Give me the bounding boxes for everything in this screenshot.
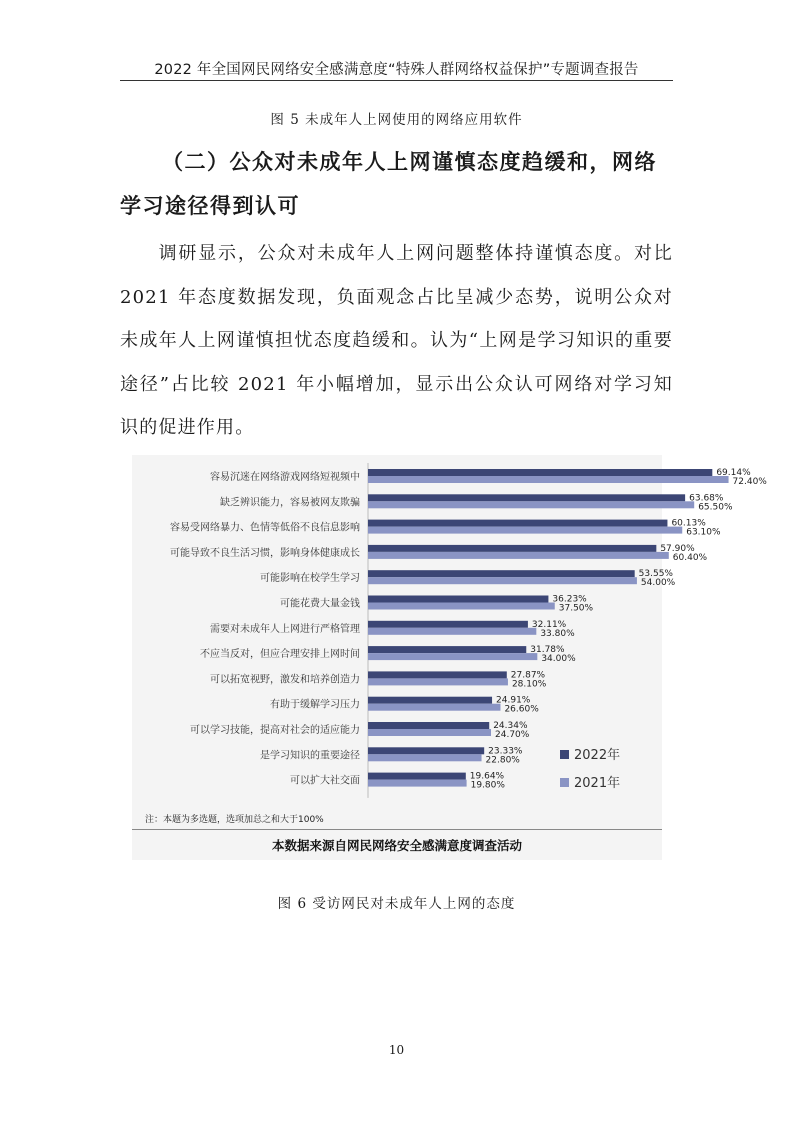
bar-2021	[368, 780, 467, 787]
bar-2022	[368, 671, 507, 678]
value-label-2022: 57.90%	[660, 543, 695, 554]
chart-source: 本数据来源自网民网络安全感满意度调查活动	[271, 838, 522, 853]
value-label-2021: 54.00%	[640, 578, 676, 589]
legend-swatch-2022	[560, 750, 569, 759]
bar-2022	[368, 520, 667, 527]
value-label-2022: 24.91%	[496, 695, 531, 706]
bar-2022	[368, 722, 489, 729]
attitude-bar-chart-svg	[132, 455, 767, 815]
legend-label-2022: 2022年	[574, 748, 621, 763]
value-label-2022: 31.78%	[530, 645, 565, 656]
category-label: 需要对未成年人上网进行严格管理	[210, 623, 360, 635]
bar-2022	[368, 621, 528, 628]
value-label-2021: 37.50%	[558, 603, 594, 614]
category-label: 容易沉迷在网络游戏网络短视频中	[210, 472, 360, 483]
value-label-2021: 63.10%	[686, 527, 721, 538]
body-paragraph-text: 调研显示，公众对未成年人上网问题整体持谨慎态度。对比 2021 年态度数据发现，负面观念占比呈减少态势，说明公众对未成年人上网谨慎担忧态度趋缓和。认为“上网是学习知识的重要途径”占比较 2021 年小幅增加，显示出公众认可网络对学习知识的促进作用。	[120, 243, 673, 438]
value-label-2021: 60.40%	[672, 552, 708, 563]
value-label-2022: 53.55%	[638, 569, 674, 580]
bar-2021	[368, 552, 669, 559]
bar-2022	[368, 545, 656, 552]
bar-2021	[368, 628, 536, 635]
bar-2021	[368, 704, 500, 711]
value-label-2022: 24.34%	[493, 721, 528, 731]
legend-label-2021: 2021年	[574, 776, 621, 791]
bar-2022	[368, 494, 685, 501]
value-label-2022: 63.68%	[689, 493, 724, 504]
bar-2022	[368, 697, 492, 704]
bar-2022	[368, 646, 526, 653]
bar-2022	[368, 747, 484, 754]
category-label: 可以拓宽视野，激发和培养创造力	[210, 674, 360, 686]
section-heading	[120, 140, 673, 228]
category-label: 可能影响在校学生学习	[260, 573, 360, 585]
bar-2021	[368, 678, 508, 685]
value-label-2022: 19.64%	[469, 771, 505, 782]
bar-2021	[368, 653, 537, 660]
bar-2021	[368, 754, 482, 761]
value-label-2021: 28.10%	[511, 679, 547, 690]
legend-swatch-2021	[560, 778, 569, 787]
report-header-title: 2022 年全国网民网络安全感满意度“特殊人群网络权益保护”专题调查报告	[154, 62, 639, 78]
bar-2021	[368, 577, 637, 584]
value-label-2021: 19.80%	[470, 780, 505, 791]
attitude-chart	[132, 455, 767, 860]
bar-2021	[368, 527, 682, 534]
category-label: 有助于缓解学习压力	[270, 699, 360, 711]
bar-2021	[368, 603, 555, 610]
value-label-2021: 33.80%	[540, 628, 575, 639]
section-heading-text: （二）公众对未成年人上网谨慎态度趋缓和，网络学习途径得到认可	[120, 150, 657, 218]
value-label-2021: 34.00%	[541, 654, 576, 665]
header-rule	[120, 80, 673, 81]
category-label: 可能花费大量金钱	[280, 598, 360, 610]
value-label-2022: 32.11%	[531, 619, 567, 630]
figure6-caption: 图 6 受访网民对未成年人上网的态度	[277, 896, 516, 912]
chart-rule	[132, 829, 662, 830]
value-label-2021: 24.70%	[495, 730, 530, 740]
bar-2022	[368, 570, 635, 577]
category-label: 可以扩大社交面	[290, 775, 360, 787]
category-label: 容易受网络暴力、色情等低俗不良信息影响	[170, 522, 360, 534]
value-label-2022: 27.87%	[510, 670, 546, 681]
figure5-caption: 图 5 未成年人上网使用的网络应用软件	[270, 112, 523, 128]
category-label: 可以学习技能，提高对社会的适应能力	[190, 725, 360, 736]
bar-2022	[368, 596, 548, 603]
chart-note: 注：本题为多选题，选项加总之和大于100%	[145, 815, 324, 825]
value-label-2021: 72.40%	[732, 477, 767, 487]
bar-2021	[368, 476, 729, 483]
bar-2022	[368, 773, 466, 780]
page-number: 10	[388, 1043, 405, 1057]
category-label: 不应当反对，但应合理安排上网时间	[200, 649, 360, 661]
bar-2021	[368, 729, 491, 736]
category-label: 可能导致不良生活习惯，影响身体健康成长	[170, 547, 360, 559]
value-label-2021: 22.80%	[485, 755, 520, 766]
value-label-2022: 69.14%	[716, 468, 751, 478]
value-label-2021: 26.60%	[504, 704, 539, 715]
bar-2022	[368, 469, 712, 476]
value-label-2022: 60.13%	[671, 518, 706, 529]
body-paragraph	[120, 232, 673, 450]
value-label-2022: 23.33%	[488, 746, 523, 757]
category-label: 缺乏辨识能力，容易被网友欺骗	[220, 497, 360, 509]
bar-2021	[368, 501, 694, 508]
value-label-2021: 65.50%	[698, 502, 733, 513]
value-label-2022: 36.23%	[552, 594, 587, 605]
category-label: 是学习知识的重要途径	[260, 750, 360, 762]
